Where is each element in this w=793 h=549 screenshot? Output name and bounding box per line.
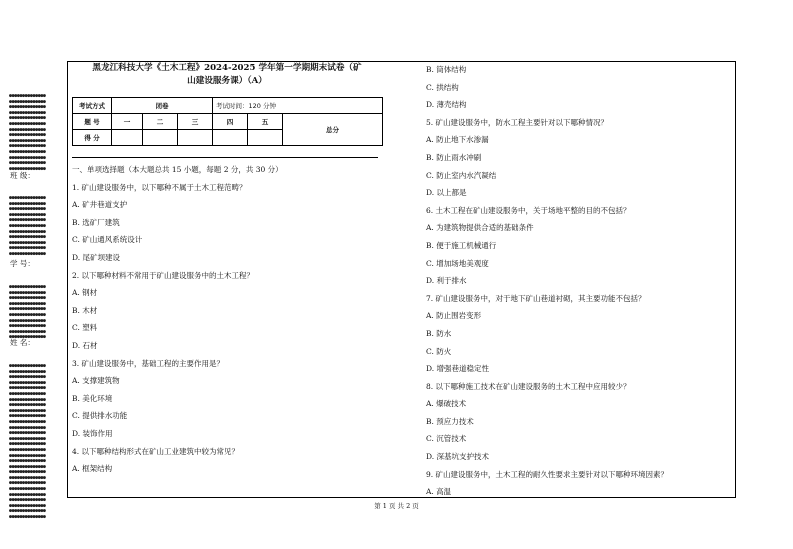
- score-label: 得 分: [73, 130, 112, 146]
- dot-row: ●●●●●●●●●●●●●●: [9, 295, 46, 302]
- dot-row: ●●●●●●●●●●●●●●: [9, 206, 46, 213]
- option-item: A. 支撑建筑物: [72, 376, 120, 386]
- option-item: C. 沉管技术: [426, 434, 467, 444]
- dot-row: ●●●●●●●●●●●●●●: [9, 491, 46, 498]
- dot-row: ●●●●●●●●●●●●●●: [9, 317, 46, 324]
- option-item: B. 便于施工机械通行: [426, 240, 497, 250]
- dot-row: ●●●●●●●●●●●●●●: [9, 245, 46, 252]
- total-score-label: 总分: [283, 114, 383, 146]
- left-question-list: [72, 179, 382, 478]
- dot-row: ●●●●●●●●●●●●●●: [9, 196, 46, 201]
- dot-row: ●●●●●●●●●●●●●●: [9, 430, 46, 437]
- option-item: B. 选矿厂建筑: [72, 217, 120, 227]
- dot-row: ●●●●●●●●●●●●●●: [9, 334, 46, 341]
- section-divider: [72, 157, 378, 158]
- exam-mode-label: 考试方式: [73, 98, 112, 114]
- question-text: 4. 以下哪种结构形式在矿山工业建筑中较为常见？: [72, 446, 240, 456]
- dot-row: ●●●●●●●●●●●●●●: [9, 474, 46, 481]
- dot-row: ●●●●●●●●●●●●●●: [9, 452, 46, 459]
- dot-row: ●●●●●●●●●●●●●●: [9, 109, 46, 116]
- binding-dots: [9, 364, 55, 521]
- option-item: A. 框架结构: [72, 464, 113, 474]
- option-item: D. 尾矿坝建设: [72, 252, 121, 262]
- option-item: D. 薄壳结构: [426, 100, 467, 110]
- dot-row: ●●●●●●●●●●●●●●: [9, 115, 46, 122]
- dot-row: ●●●●●●●●●●●●●●: [9, 514, 46, 521]
- exam-info-table: [72, 97, 383, 146]
- score-cell-4: [213, 130, 248, 146]
- binding-label: 班 级：: [10, 171, 35, 180]
- dot-row: ●●●●●●●●●●●●●●: [9, 463, 46, 470]
- option-item: A. 为建筑物提供合适的基础条件: [426, 223, 534, 233]
- question-text: 5. 矿山建设服务中，防水工程主要针对以下哪种情况？: [426, 117, 609, 127]
- dot-row: ●●●●●●●●●●●●●●: [9, 104, 46, 111]
- dot-row: ●●●●●●●●●●●●●●: [9, 441, 46, 448]
- dot-row: ●●●●●●●●●●●●●●: [9, 418, 46, 425]
- option-item: B. 美化环境: [72, 393, 113, 403]
- dot-row: ●●●●●●●●●●●●●●: [9, 402, 46, 409]
- exam-title-line1: 黑龙江科技大学《土木工程》2024-2025 学年第一学期期末试卷（矿: [92, 63, 362, 73]
- dot-row: ●●●●●●●●●●●●●●: [9, 306, 46, 313]
- option-item: A. 矿井巷道支护: [72, 200, 128, 210]
- dot-row: ●●●●●●●●●●●●●●: [9, 379, 46, 386]
- option-item: A. 防止地下水渗漏: [426, 135, 489, 145]
- exam-title: [72, 62, 382, 88]
- dot-row: ●●●●●●●●●●●●●●: [9, 311, 46, 318]
- option-item: D. 深基坑支护技术: [426, 452, 490, 462]
- dot-row: ●●●●●●●●●●●●●●: [9, 222, 46, 229]
- right-column: [426, 61, 731, 501]
- score-cell-2: [143, 130, 178, 146]
- score-cell-1: [112, 130, 143, 146]
- dot-row: ●●●●●●●●●●●●●●: [9, 132, 46, 139]
- dot-row: ●●●●●●●●●●●●●●: [9, 480, 46, 487]
- dot-row: ●●●●●●●●●●●●●●: [9, 407, 46, 414]
- question-text: 1. 矿山建设服务中，以下哪种不属于土木工程范畴？: [72, 182, 247, 192]
- option-item: B. 预应力技术: [426, 416, 474, 426]
- option-item: A. 防止围岩变形: [426, 311, 482, 321]
- score-cell-3: [178, 130, 213, 146]
- dot-row: ●●●●●●●●●●●●●●: [9, 390, 46, 397]
- option-item: D. 利于排水: [426, 276, 467, 286]
- dot-row: ●●●●●●●●●●●●●●: [9, 396, 46, 403]
- dot-row: ●●●●●●●●●●●●●●: [9, 486, 46, 493]
- dot-row: ●●●●●●●●●●●●●●: [9, 285, 46, 290]
- question-text: 9. 矿山建设服务中，土木工程的耐久性要求主要针对以下哪种环境因素？: [426, 469, 669, 479]
- dot-row: ●●●●●●●●●●●●●●: [9, 94, 46, 99]
- option-item: C. 塑料: [72, 323, 98, 333]
- exam-mode-value: 闭卷: [112, 98, 213, 114]
- option-item: B. 防止雨水冲刷: [426, 152, 482, 162]
- option-item: A. 钢材: [72, 288, 98, 298]
- dot-row: ●●●●●●●●●●●●●●: [9, 154, 46, 161]
- dot-row: ●●●●●●●●●●●●●●: [9, 120, 46, 127]
- left-column: [72, 61, 382, 478]
- column-3: 三: [178, 114, 213, 130]
- binding-dots: [9, 285, 55, 341]
- exam-time: 考试时间：120 分钟: [213, 98, 383, 114]
- question-text: 6. 土木工程在矿山建设服务中，关于场地平整的目的不包括？: [426, 205, 631, 215]
- option-item: D. 以上都是: [426, 188, 467, 198]
- dot-row: ●●●●●●●●●●●●●●: [9, 143, 46, 150]
- option-item: A. 爆破技术: [426, 399, 467, 409]
- binding-dots: [9, 94, 55, 172]
- option-item: B. 木材: [72, 305, 98, 315]
- option-item: D. 装饰作用: [72, 428, 113, 438]
- option-item: D. 石材: [72, 340, 98, 350]
- dot-row: ●●●●●●●●●●●●●●: [9, 424, 46, 431]
- continued-options: [426, 61, 731, 114]
- dot-row: ●●●●●●●●●●●●●●: [9, 300, 46, 307]
- question-text: 2. 以下哪种材料不常用于矿山建设服务中的土木工程？: [72, 270, 255, 280]
- option-item: B. 防水: [426, 328, 452, 338]
- dot-row: ●●●●●●●●●●●●●●: [9, 160, 46, 167]
- section-heading: 一、单项选择题（本大题总共 15 小题，每题 2 分，共 30 分）: [72, 165, 283, 174]
- dot-row: ●●●●●●●●●●●●●●: [9, 497, 46, 504]
- dot-row: ●●●●●●●●●●●●●●: [9, 435, 46, 442]
- dot-row: ●●●●●●●●●●●●●●: [9, 446, 46, 453]
- option-item: C. 增加场地美观度: [426, 258, 489, 268]
- column-5: 五: [248, 114, 283, 130]
- option-item: C. 提供排水功能: [72, 411, 128, 421]
- option-item: C. 拱结构: [426, 82, 459, 92]
- dot-row: ●●●●●●●●●●●●●●: [9, 502, 46, 509]
- dot-row: ●●●●●●●●●●●●●●: [9, 469, 46, 476]
- option-item: D. 增强巷道稳定性: [426, 364, 490, 374]
- question-text: 3. 矿山建设服务中，基础工程的主要作用是？: [72, 358, 225, 368]
- dot-row: ●●●●●●●●●●●●●●: [9, 137, 46, 144]
- question-number-label: 题 号: [73, 114, 112, 130]
- column-4: 四: [213, 114, 248, 130]
- binding-dots: [9, 196, 55, 258]
- dot-row: ●●●●●●●●●●●●●●: [9, 413, 46, 420]
- dot-row: ●●●●●●●●●●●●●●: [9, 217, 46, 224]
- column-1: 一: [112, 114, 143, 130]
- score-cell-5: [248, 130, 283, 146]
- dot-row: ●●●●●●●●●●●●●●: [9, 98, 46, 105]
- dot-row: ●●●●●●●●●●●●●●: [9, 374, 46, 381]
- option-item: C. 防火: [426, 346, 452, 356]
- exam-title-line2: 山建设服务课）（A）: [187, 76, 267, 86]
- dot-row: ●●●●●●●●●●●●●●: [9, 508, 46, 515]
- dot-row: ●●●●●●●●●●●●●●: [9, 126, 46, 133]
- page-number: 第 1 页 共 2 页: [374, 502, 419, 510]
- dot-row: ●●●●●●●●●●●●●●: [9, 385, 46, 392]
- right-question-list: [426, 114, 731, 501]
- column-2: 二: [143, 114, 178, 130]
- dot-row: ●●●●●●●●●●●●●●: [9, 328, 46, 335]
- question-text: 7. 矿山建设服务中，对于地下矿山巷道衬砌，其主要功能不包括？: [426, 293, 646, 303]
- dot-row: ●●●●●●●●●●●●●●: [9, 239, 46, 246]
- binding-label: 姓 名：: [10, 338, 35, 347]
- dot-row: ●●●●●●●●●●●●●●: [9, 323, 46, 330]
- dot-row: ●●●●●●●●●●●●●●: [9, 368, 46, 375]
- option-item: B. 筒体结构: [426, 65, 467, 74]
- dot-row: ●●●●●●●●●●●●●●: [9, 289, 46, 296]
- dot-row: ●●●●●●●●●●●●●●: [9, 458, 46, 465]
- dot-row: ●●●●●●●●●●●●●●: [9, 211, 46, 218]
- option-item: C. 防止室内水汽凝结: [426, 170, 497, 180]
- question-text: 8. 以下哪种施工技术在矿山建设服务的土木工程中应用较少？: [426, 381, 631, 391]
- dot-row: ●●●●●●●●●●●●●●: [9, 250, 46, 257]
- dot-row: ●●●●●●●●●●●●●●: [9, 228, 46, 235]
- binding-label: 学 号：: [10, 259, 35, 268]
- dot-row: ●●●●●●●●●●●●●●: [9, 165, 46, 172]
- dot-row: ●●●●●●●●●●●●●●: [9, 364, 46, 369]
- dot-row: ●●●●●●●●●●●●●●: [9, 200, 46, 207]
- dot-row: ●●●●●●●●●●●●●●: [9, 234, 46, 241]
- dot-row: ●●●●●●●●●●●●●●: [9, 148, 46, 155]
- option-item: C. 矿山通风系统设计: [72, 235, 143, 245]
- option-item: A. 高温: [426, 487, 452, 497]
